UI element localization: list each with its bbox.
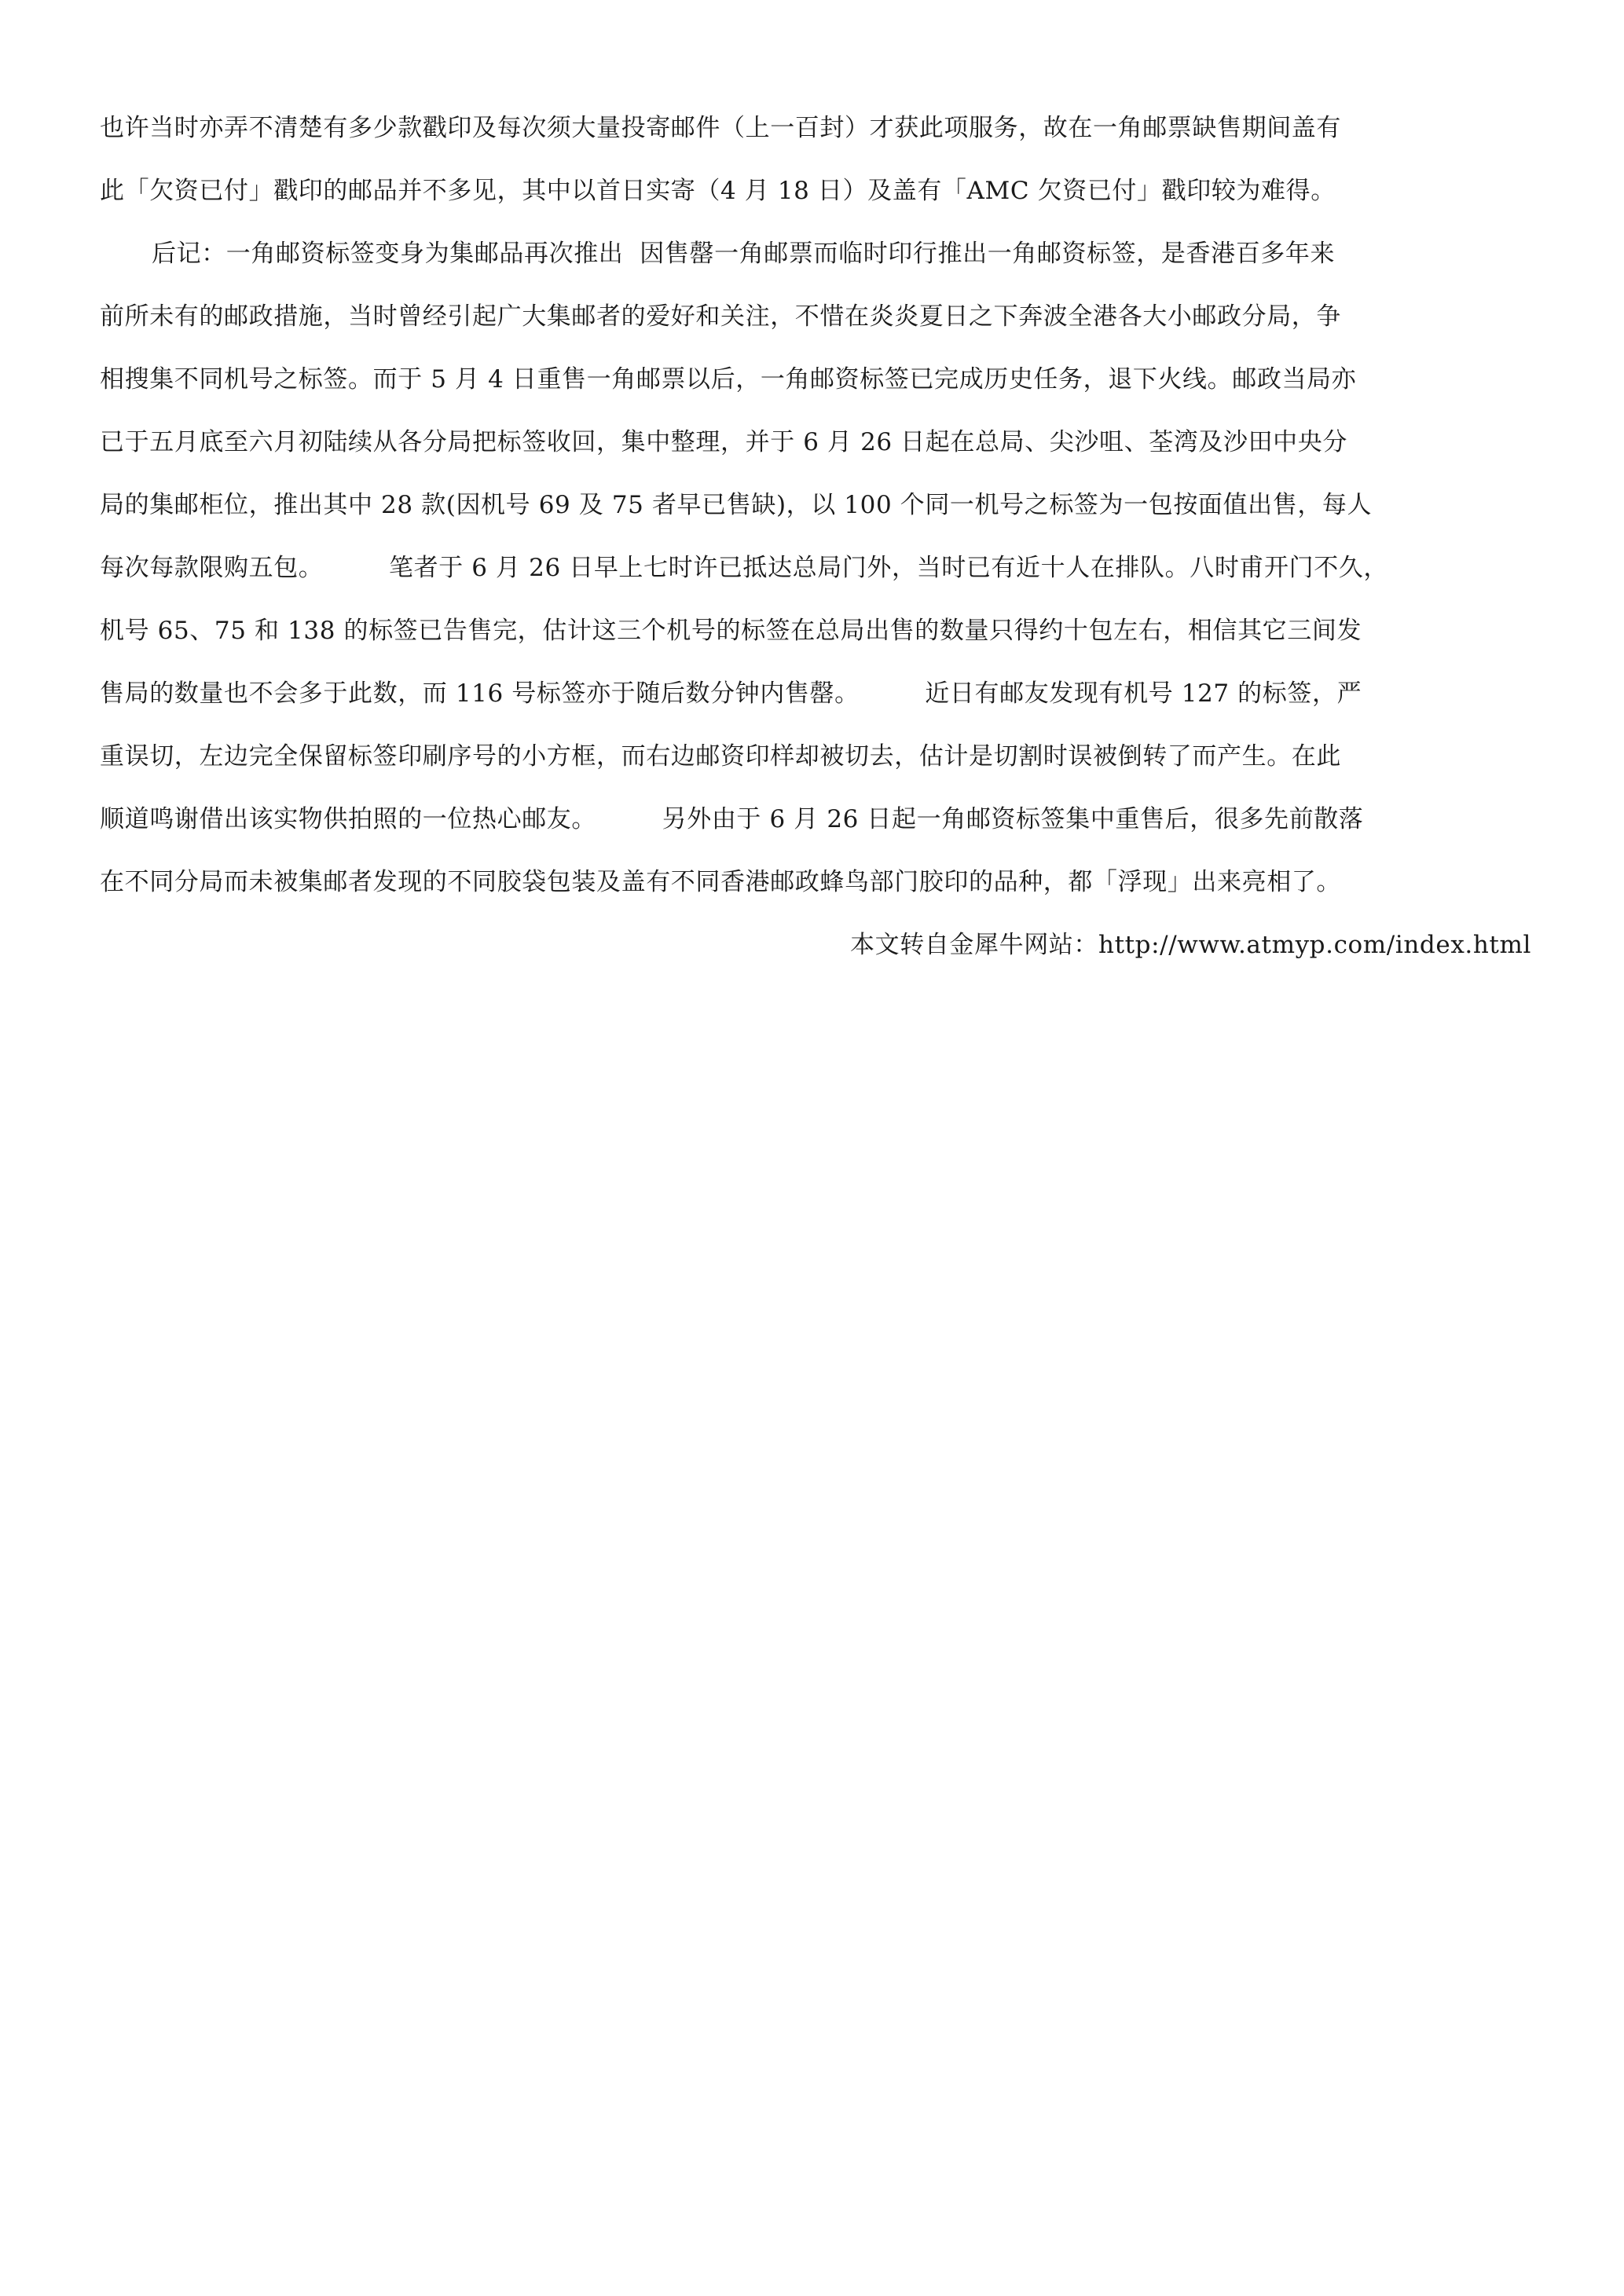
text-line-11: 重误切，左边完全保留标签印刷序号的小方框，而右边邮资印样却被切去，估计是切割时误被倒转了而产生。在此: [100, 742, 1341, 771]
text-line-8: 每次每款限购五包。 笔者于 6 月 26 日早上七时许已抵达总局门外，当时已有近十人在排队。八时甫开门不久，: [100, 554, 1389, 582]
text-line-12: 顺道鸣谢借出该实物供拍照的一位热心邮友。 另外由于 6 月 26 日起一角邮资标签集中重售后，很多先前散落: [100, 805, 1364, 833]
text-line-4: 前所未有的邮政措施，当时曾经引起广大集邮者的爱好和关注，不惜在炎炎夏日之下奔波全港各大小邮政分局，争: [100, 302, 1341, 331]
text-line-9: 机号 65、75 和 138 的标签已告售完，估计这三个机号的标签在总局出售的数量只得约十包左右，相信其它三间发: [100, 617, 1362, 645]
text-line-13: 在不同分局而未被集邮者发现的不同胶袋包装及盖有不同香港邮政蜂鸟部门胶印的品种，都「浮现」出来亮相了。: [100, 868, 1341, 896]
source-attribution: 本文转自金犀牛网站：http://www.atmyp.com/index.html: [850, 931, 1531, 959]
text-line-3: 后记：一角邮资标签变身为集邮品再次推出 因售罄一角邮票而临时印行推出一角邮资标签，是香港百多年来: [152, 240, 1336, 268]
text-line-1: 也许当时亦弄不清楚有多少款戳印及每次须大量投寄邮件（上一百封）才获此项服务，故在一角邮票缺售期间盖有: [100, 114, 1341, 142]
text-line-6: 已于五月底至六月初陆续从各分局把标签收回，集中整理，并于 6 月 26 日起在总局、尖沙咀、荃湾及沙田中央分: [100, 428, 1347, 456]
text-line-5: 相搜集不同机号之标签。而于 5 月 4 日重售一角邮票以后，一角邮资标签已完成历史任务，退下火线。邮政当局亦: [100, 365, 1357, 394]
text-line-10: 售局的数量也不会多于此数，而 116 号标签亦于随后数分钟内售罄。 近日有邮友发现有机号 127 的标签，严: [100, 679, 1362, 708]
text-line-2: 此「欠资已付」戳印的邮品并不多见，其中以首日实寄（4 月 18 日）及盖有「AMC 欠资已付」戳印较为难得。: [100, 177, 1336, 205]
text-line-7: 局的集邮柜位，推出其中 28 款(因机号 69 及 75 者早已售缺)，以 100 个同一机号之标签为一包按面值出售，每人: [100, 491, 1373, 519]
